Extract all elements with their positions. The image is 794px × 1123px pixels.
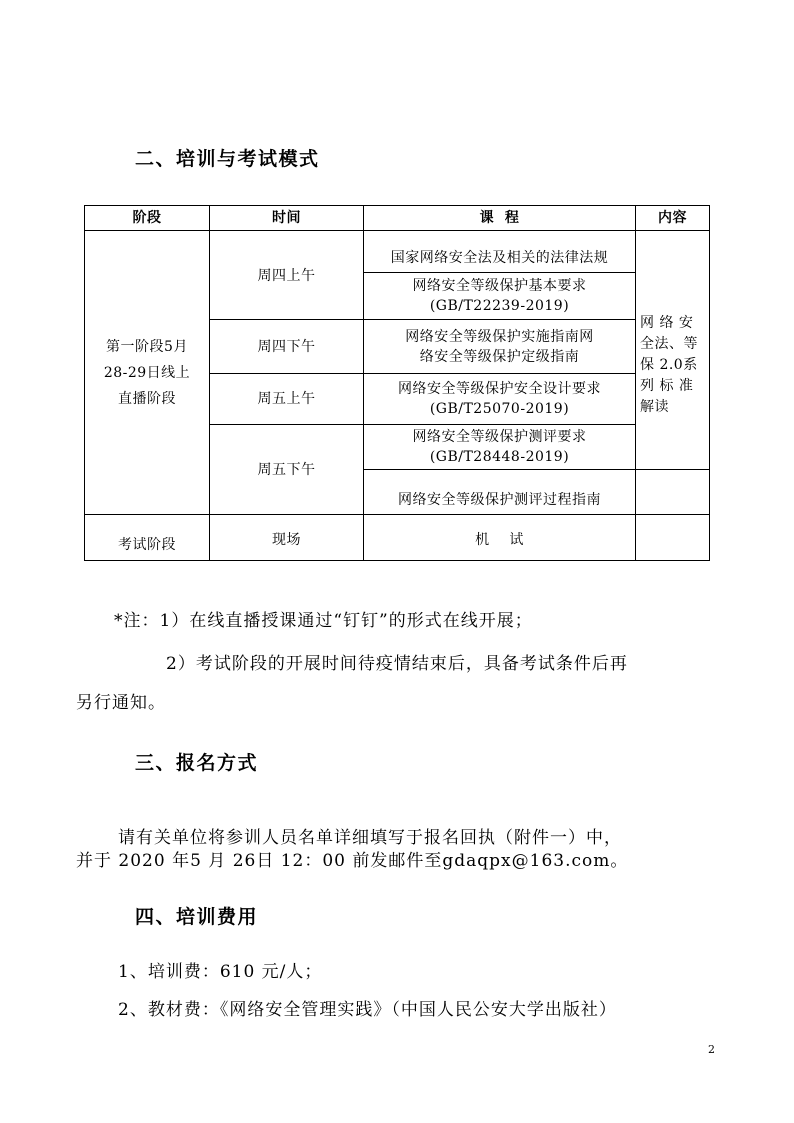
course-line: 网络安全等级保护基本要求 [412, 278, 587, 294]
course-line: 网络安全等级保护实施指南网 [405, 328, 594, 345]
note-line-2: 2）考试阶段的开展时间待疫情结束后，具备考试条件后再 [166, 654, 628, 674]
fee-item-1: 1、培训费：610 元/人； [118, 962, 323, 982]
course-line: 国家网络安全法及相关的法律法规 [390, 250, 609, 266]
course-line: 网络安全等级保护测评过程指南 [398, 491, 601, 508]
content-cell [640, 313, 706, 418]
header-time: 时间 [272, 210, 301, 226]
time-cell: 周五上午 [257, 391, 316, 407]
stage1-cell [85, 231, 209, 514]
content-line: 保 2.0系 [640, 357, 698, 373]
course-line: 网络安全等级保护测评要求 [412, 429, 587, 445]
table-line [84, 560, 710, 561]
course-line: (GB/T22239-2019) [429, 298, 570, 314]
section2-title: 二、培训与考试模式 [135, 148, 320, 170]
section4-title: 四、培训费用 [135, 906, 259, 928]
content-line: 网 络 安 [640, 315, 694, 331]
table-line [84, 514, 710, 515]
section3-title: 三、报名方式 [135, 752, 259, 774]
table-line [635, 205, 636, 561]
stage1-line: 第一阶段5月 [106, 338, 188, 355]
header-stage: 阶段 [132, 210, 162, 226]
time-cell: 周四上午 [257, 268, 316, 284]
content-line: 全法、等 [640, 336, 698, 352]
table-line [709, 205, 710, 561]
course-cell [364, 485, 635, 514]
section3-line-1: 请有关单位将参训人员名单详细填写于报名回执（附件一）中， [118, 828, 622, 848]
course-line: (GB/T25070-2019) [429, 401, 570, 417]
fee-item-2: 2、教材费：《网络安全管理实践》（中国人民公安大学出版社） [118, 1000, 617, 1020]
stage1-line: 28-29日线上 [103, 364, 191, 381]
course-cell [364, 273, 635, 319]
page-number: 2 [708, 1043, 715, 1056]
time-cell: 周四下午 [257, 339, 316, 355]
note-line-3: 另行通知。 [76, 693, 166, 713]
table-line [209, 205, 210, 561]
exam-course-cell: 机 试 [475, 532, 524, 548]
header-content: 内容 [658, 210, 687, 226]
course-cell [364, 425, 635, 469]
course-line: 网络安全等级保护安全设计要求 [398, 381, 601, 397]
exam-stage-cell: 考试阶段 [118, 537, 176, 553]
time-cell: 周五下午 [257, 462, 316, 478]
content-line: 列 标 准 [640, 378, 694, 394]
course-line: (GB/T28448-2019) [429, 449, 570, 465]
course-line: 络安全等级保护定级指南 [419, 348, 580, 365]
table-line [363, 469, 710, 470]
course-cell [364, 244, 635, 272]
course-cell [364, 320, 635, 373]
header-course: 课 程 [479, 210, 520, 226]
section3-line-2: 并于 2020 年5 月 26日 12：00 前发邮件至gdaqpx@163.com。 [76, 851, 629, 871]
exam-time-cell: 现场 [272, 532, 301, 548]
content-line: 解读 [640, 399, 669, 415]
note-line-1: *注：1）在线直播授课通过“钉钉”的形式在线开展； [114, 611, 533, 631]
stage1-line: 直播阶段 [118, 390, 176, 407]
course-cell [364, 374, 635, 424]
